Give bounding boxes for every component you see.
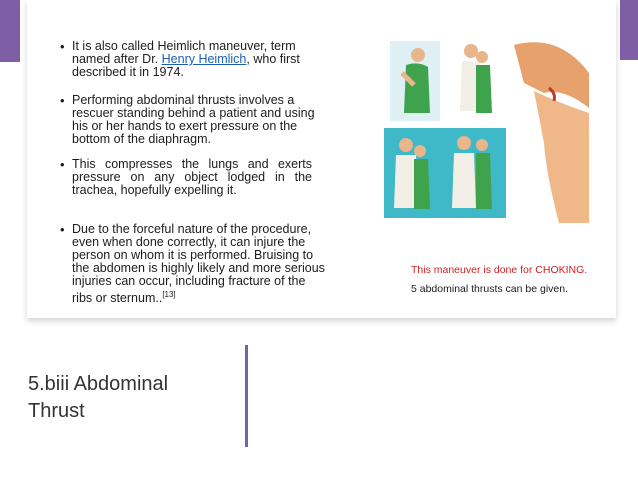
bullet-marker: •	[60, 93, 65, 108]
bullet-compression: This compresses the lungs and exerts pressure on any object lodged in the trachea, hopefully expelling it.	[72, 157, 312, 197]
bullet-marker: •	[60, 39, 65, 54]
slide-title	[28, 371, 228, 425]
slide-title-line1: 5.biii Abdominal	[28, 373, 169, 395]
bullet-heimlich-tail: , who first described it in 1974.	[72, 52, 300, 79]
choking-caption: This maneuver is done for CHOKING.	[411, 264, 588, 276]
heimlich-illustration	[384, 33, 592, 223]
reference-marker: [13]	[162, 290, 176, 299]
patient-head	[476, 51, 488, 63]
rescuer-head	[464, 44, 478, 58]
person-head	[411, 48, 425, 62]
bullet-heimlich-text: It is also called Heimlich maneuver, term named after Dr.	[72, 39, 296, 66]
thrust-count-caption: 5 abdominal thrusts can be given.	[411, 283, 569, 295]
title-divider	[245, 345, 248, 447]
hands-lower	[534, 91, 589, 223]
accent-bar-right	[620, 0, 638, 60]
person-body	[404, 63, 430, 113]
slide-title-line2: Thrust	[28, 400, 85, 422]
hands-upper	[514, 42, 589, 108]
bullet-marker: •	[60, 222, 65, 237]
bullet-marker: •	[60, 157, 65, 172]
patient-body	[476, 65, 492, 113]
bullet-heimlich-name	[72, 40, 322, 79]
accent-bar-left	[0, 0, 20, 62]
henry-heimlich-link[interactable]: Henry Heimlich	[161, 52, 247, 66]
bullet-injuries	[72, 223, 327, 305]
bullet-abdominal-thrusts: Performing abdominal thrusts involves a rescuer standing behind a patient and using his or her hands to exert pressure on the bottom of the diaphragm.	[72, 93, 315, 146]
bullet-injuries-text: Due to the forceful nature of the procedure, even when done correctly, it can injure the person on whom it is performed. Bruising to the abdomen is highly likely and more serious injuries can occur, including fracture of the ribs or sternum..	[72, 222, 325, 306]
